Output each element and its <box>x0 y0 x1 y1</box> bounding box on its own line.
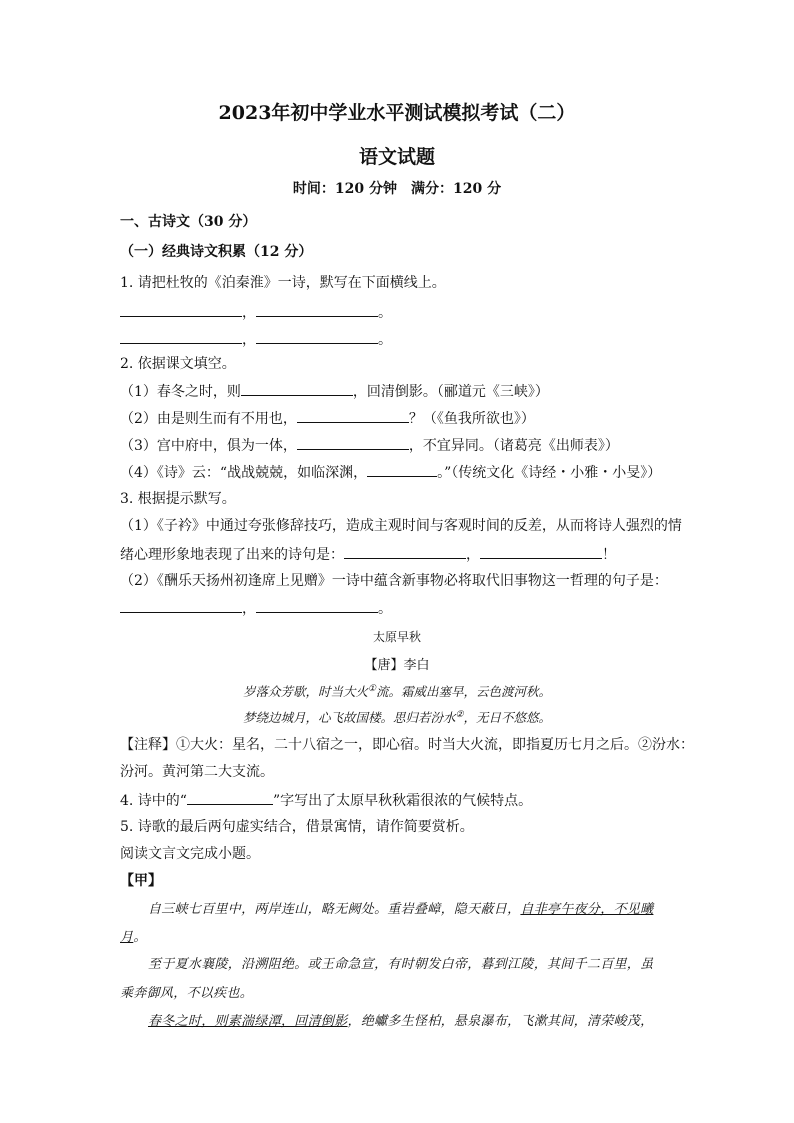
exam-time-score: 时间：120 分钟 满分：120 分 <box>292 181 502 197</box>
poem-text: 梦绕边城月，心飞故国楼。思归若汾水 <box>242 710 456 725</box>
exam-title: 2023年初中学业水平测试模拟考试（二） <box>218 102 576 124</box>
passage-para-3-line-1 <box>148 1012 653 1032</box>
poem-text: ，无日不悠悠。 <box>463 710 552 725</box>
passage-para-1-line-2 <box>120 928 147 948</box>
underlined-text: 月 <box>120 930 134 945</box>
passage-text: 。 <box>133 930 147 945</box>
poem-author: 【唐】李白 <box>364 658 430 673</box>
answer-blank[interactable] <box>297 435 409 450</box>
item-text: ？（《鱼我所欲也》） <box>408 411 535 427</box>
poem-text: 岁落众芳歇，时当大火 <box>242 684 368 699</box>
separator: ， <box>242 601 256 617</box>
separator: ， <box>242 305 256 321</box>
footnote-marker: ② <box>455 709 464 720</box>
question-2-item-3 <box>120 435 619 456</box>
answer-blank[interactable] <box>256 302 378 317</box>
underlined-text: 自非亭午夜分，不见曦 <box>520 902 654 917</box>
question-1-answer-row <box>120 329 392 350</box>
item-text: ”字写出了太原早秋秋霜很浓的气候特点。 <box>272 793 533 809</box>
answer-blank[interactable] <box>367 462 437 477</box>
question-3-item-1-line-2 <box>120 544 616 565</box>
answer-blank[interactable] <box>344 544 466 559</box>
item-text: （3）宫中府中，俱为一体， <box>120 438 297 454</box>
subsection-heading: （一）经典诗文积累（12 分） <box>120 244 313 260</box>
answer-blank[interactable] <box>256 329 378 344</box>
question-2-item-4 <box>120 462 661 483</box>
end-mark: 。 <box>378 601 392 617</box>
question-2-item-2 <box>120 408 535 429</box>
poem-line-1 <box>0 682 794 700</box>
poem-notes-line-1: 【注释】①大火：星名，二十八宿之一，即心宿。时当大火流，即指夏历七月之后。②汾水： <box>120 737 694 753</box>
end-mark: 。 <box>378 305 392 321</box>
exam-subtitle: 语文试题 <box>358 146 435 168</box>
poem-notes-line-2: 汾河。黄河第二大支流。 <box>120 764 274 780</box>
question-3-item-2-line-1: （2）《酬乐天扬州初逢席上见赠》一诗中蕴含新事物必将取代旧事物这一哲理的句子是： <box>120 573 668 589</box>
question-3-item-1-line-1: （1）《子衿》中通过夸张修辞技巧，造成主观时间与客观时间的反差，从而将诗人强烈的情 <box>120 518 682 534</box>
underlined-text: 春冬之时，则素湍绿潭，回清倒影 <box>148 1014 348 1029</box>
answer-blank[interactable] <box>120 302 242 317</box>
answer-blank[interactable] <box>297 408 409 423</box>
separator: ， <box>466 547 480 563</box>
answer-blank[interactable] <box>120 598 242 613</box>
passage-text: ，绝巘多生怪柏，悬泉瀑布，飞漱其间，清荣峻茂， <box>347 1014 654 1029</box>
separator: ， <box>242 332 256 348</box>
item-text: （4）《诗》云：“战战兢兢，如临深渊， <box>120 465 368 481</box>
poem-title: 太原早秋 <box>372 630 421 644</box>
answer-blank[interactable] <box>256 598 378 613</box>
footnote-marker: ① <box>367 683 377 694</box>
item-text: （2）由是则生而有不用也， <box>120 411 297 427</box>
passage-para-1-line-1 <box>148 900 653 920</box>
reading-intro: 阅读文言文完成小题。 <box>120 846 260 862</box>
question-2-prompt: 2. 依据课文填空。 <box>120 356 236 372</box>
item-text: ，不宜异同。（诸葛亮《出师表》） <box>408 438 619 454</box>
item-text: 4. 诗中的“ <box>120 793 187 809</box>
item-text: （1）春冬之时，则 <box>120 384 241 400</box>
question-4 <box>120 790 532 811</box>
passage-label: 【甲】 <box>120 873 162 889</box>
poem-text: 流。霜威出塞早，云色渡河秋。 <box>376 684 552 699</box>
poem-line-2 <box>0 708 794 726</box>
answer-blank[interactable] <box>480 544 602 559</box>
question-2-item-1 <box>120 381 549 402</box>
question-3-prompt: 3. 根据提示默写。 <box>120 491 236 507</box>
passage-para-2-line-2: 乘奔御风，不以疾也。 <box>120 986 254 1001</box>
answer-blank[interactable] <box>187 790 273 805</box>
question-3-item-2-answer-row <box>120 598 392 619</box>
section-heading: 一、古诗文（30 分） <box>120 214 257 230</box>
item-text: 绪心理形象地表现了出来的诗句是： <box>120 547 344 563</box>
item-text: ，回清倒影。（郦道元《三峡》） <box>352 384 549 400</box>
passage-para-2-line-1: 至于夏水襄陵，沿溯阻绝。或王命急宣，有时朝发白帝，暮到江陵，其间千二百里，虽 <box>148 957 654 972</box>
answer-blank[interactable] <box>241 381 353 396</box>
question-1-answer-row <box>120 302 392 323</box>
question-5: 5. 诗歌的最后两句虚实结合，借景寓情，请作简要赏析。 <box>120 819 474 835</box>
item-text: 。”（传统文化《诗经・小雅・小旻》） <box>437 465 662 481</box>
answer-blank[interactable] <box>120 329 242 344</box>
end-mark: 。 <box>378 332 392 348</box>
end-mark: ！ <box>602 547 616 563</box>
passage-text: 自三峡七百里中，两岸连山，略无阙处。重岩叠嶂，隐天蔽日， <box>148 902 521 917</box>
question-1-prompt: 1. 请把杜牧的《泊秦淮》一诗，默写在下面横线上。 <box>120 275 446 291</box>
